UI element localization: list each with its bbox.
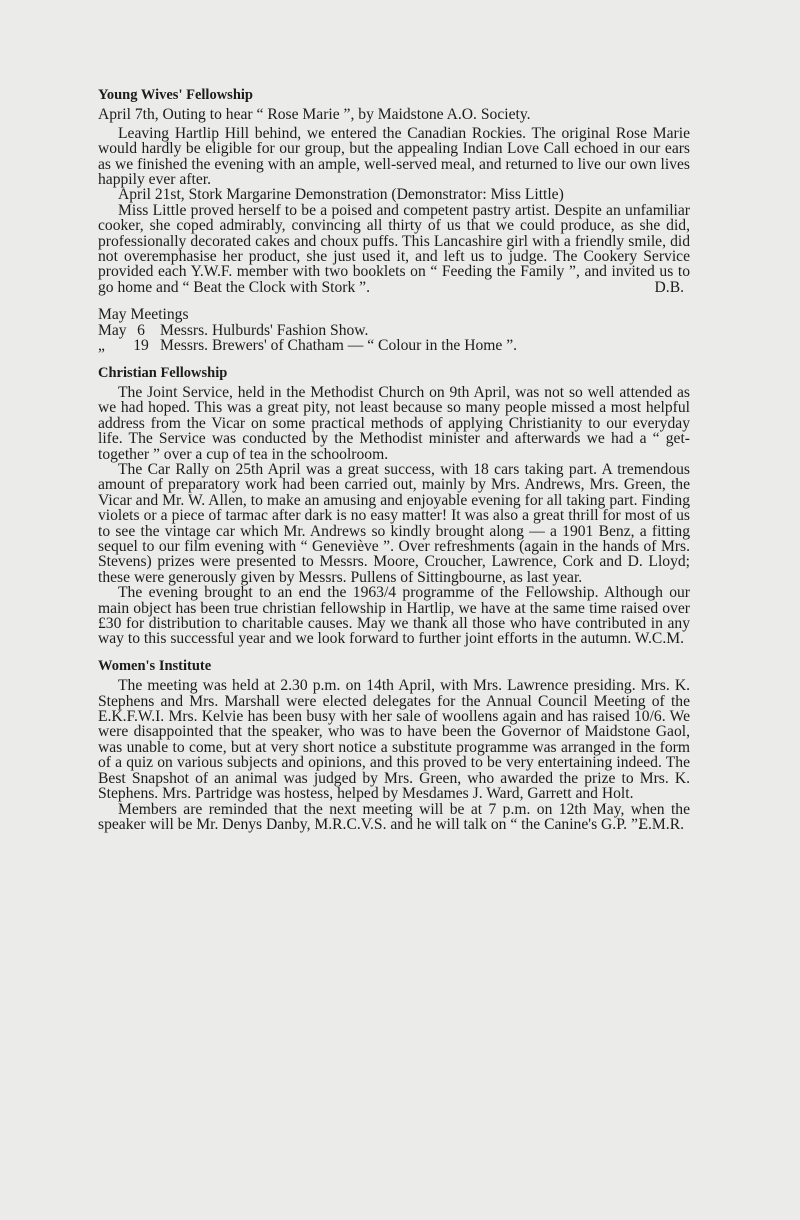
paragraph: The Car Rally on 25th April was a great success, with 18 cars taking part. A tremendous amount of preparatory work had been carried out, mainly by Mrs. Andrews, Mrs. Green, the Vicar and Mr. W. Allen, to make an amusing and enjoyable evening for all taking part. Finding violets or a piece of tarmac after dark is no easy matter! It was also a great thrill for most of us to see the vintage car which Mr. Andrews so kindly brought along — a 1901 Benz, a fitting sequel to our film evening with “ Geneviève ”. Over refreshments (again in the hands of Mrs. Stevens) prizes were presented to Messrs. Moore, Croucher, Lawrence, Cork and D. Lloyd; these were generously given by Messrs. Pullens of Sittingbourne, as last year.: [98, 460, 690, 586]
paragraph: The Joint Service, held in the Methodist Church on 9th April, was not so well attended as we had hoped. This was a great pity, not least because so many people missed a most helpful address from the Vicar on some practical methods of applying Christianity to our everyday life. The Service was conducted by the Methodist minister and afterwards we had a “ get-together ” over a cup of tea in the schoolroom.: [98, 383, 690, 463]
author-initials: E.M.R.: [638, 815, 684, 833]
author-initials: D.B.: [654, 278, 684, 296]
newsletter-page: [98, 88, 690, 832]
paragraph: The meeting was held at 2.30 p.m. on 14th April, with Mrs. Lawrence presiding. Mrs. K. Stephens and Mrs. Marshall were elected delegates for the Annual Council Meeting of the E.K.F.W.I. Mrs. Kelvie has been busy with her sale of woollens again and has raised 10/6. We were disappointed that the speaker, who was to have been the Governor of Maidstone Gaol, was unable to come, but at very short notice a substitute programme was arranged in the form of a quiz on various subjects and opinions, and this proved to be very entertaining indeed. The Best Snapshot of an animal was judged by Mrs. Green, who awarded the prize to Mrs. K. Stephens. Mrs. Partridge was hostess, helped by Mesdames J. Ward, Garrett and Holt.: [98, 677, 690, 803]
event-heading: April 21st, Stork Margarine Demonstration (Demonstrator: Miss Little): [118, 186, 564, 204]
meeting-text: Messrs. Hulburds' Fashion Show.: [160, 321, 369, 339]
womens-institute-section: [98, 659, 690, 832]
meeting-day: 19: [133, 337, 149, 355]
meeting-day: 6: [137, 321, 145, 339]
section-title: Young Wives' Fellowship: [98, 87, 253, 103]
paragraph: Members are reminded that the next meeting will be at 7 p.m. on 12th May, when the speaker will be Mr. Denys Danby, M.R.C.V.S. and he will talk on “ the Canine's G.P. ”.: [98, 800, 690, 833]
meeting-item: [98, 323, 690, 338]
meeting-month: „: [98, 337, 105, 355]
author-initials: W.C.M.: [634, 630, 684, 648]
paragraph: The evening brought to an end the 1963/4 programme of the Fellowship. Although our main object has been true christian fellowship in Hartlip, we have at the same time raised over £30 for distribution to charitable causes. May we thank all those who have contributed in any way to this successful year and we look forward to further joint efforts in the autumn.: [98, 584, 690, 648]
paragraph: Leaving Hartlip Hill behind, we entered the Canadian Rockies. The original Rose Marie would hardly be eligible for our group, but the appealing Indian Love Call echoed in our ears as we finished the evening with an ample, well-served meal, and returned to live our own lives happily ever after.: [98, 124, 690, 189]
paragraph: Miss Little proved herself to be a poised and competent pastry artist. Despite an unfamiliar cooker, she coped admirably, convincing all thirty of us that we could produce, as she did, professionally decorated cakes and choux puffs. This Lancashire girl with a friendly smile, did not overemphasise her product, she just used it, and left us to judge. The Cookery Service provided each Y.W.F. member with two booklets on “ Feeding the Family ”, and invited us to go home and “ Beat the Clock with Stork ”.: [98, 201, 690, 296]
section-title: Women's Institute: [98, 657, 212, 674]
meeting-text: Messrs. Brewers' of Chatham — “ Colour in the Home ”.: [160, 337, 518, 355]
section-title: Christian Fellowship: [98, 364, 228, 381]
young-wives-fellowship-section: [98, 88, 690, 354]
meeting-item: [98, 338, 690, 353]
christian-fellowship-section: [98, 366, 690, 647]
meeting-month: May: [98, 321, 127, 339]
event-heading: April 7th, Outing to hear “ Rose Marie ”, by Maidstone A.O. Society.: [98, 106, 531, 124]
meetings-heading: May Meetings: [98, 306, 189, 324]
